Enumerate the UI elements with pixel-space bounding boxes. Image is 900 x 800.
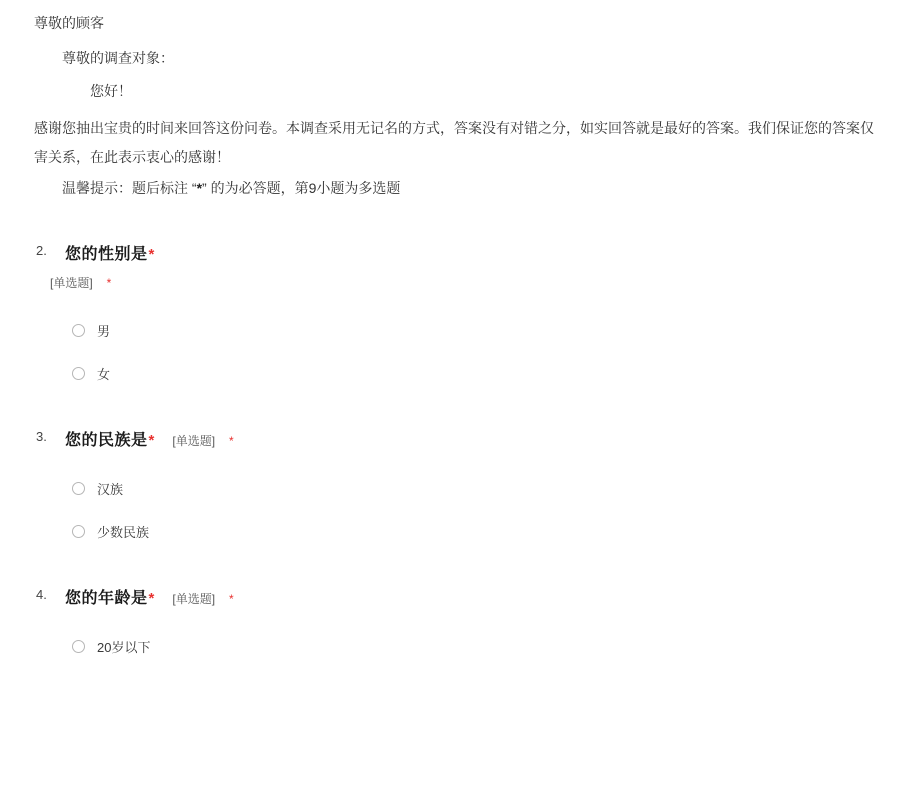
option-item[interactable]	[72, 478, 900, 500]
option-label: 男	[97, 324, 111, 340]
options-list	[36, 478, 900, 543]
question-type-label: [单选题]	[172, 433, 216, 448]
intro-note-star: *	[196, 179, 203, 196]
question-type-star: *	[229, 433, 234, 448]
question-block	[0, 241, 900, 385]
question-header: 您的民族是 * [单选题] *	[36, 427, 900, 450]
question-number: 4.	[36, 586, 47, 602]
question-title: 您的性别是	[65, 245, 148, 263]
question-type-star: *	[229, 591, 234, 606]
question-title: 您的民族是	[65, 431, 148, 449]
question-type-label: [单选题]	[172, 591, 216, 606]
option-label: 20岁以下	[97, 640, 151, 656]
question-title: 您的年龄是	[65, 589, 148, 607]
question-type-label: [单选题]	[50, 275, 93, 290]
option-item[interactable]	[72, 320, 900, 342]
radio-icon[interactable]	[72, 367, 85, 380]
option-item[interactable]	[72, 363, 900, 385]
radio-icon[interactable]	[72, 482, 85, 495]
option-label: 少数民族	[97, 525, 150, 541]
options-list	[36, 320, 900, 385]
intro-line-1: 尊敬的调查对象：	[62, 49, 174, 66]
intro-section	[0, 0, 900, 199]
option-item[interactable]	[72, 521, 900, 543]
question-block	[0, 585, 900, 658]
radio-icon[interactable]	[72, 640, 85, 653]
intro-note	[0, 178, 900, 199]
intro-note-suffix: ” 的为必答题，第9小题为多选题	[202, 179, 401, 196]
radio-icon[interactable]	[72, 525, 85, 538]
intro-line-3: 感谢您抽出宝贵的时间来回答这份问卷。本调查采用无记名的方式，答案没有对错之分，如实回答就是最好的答案。我们保证您的答案仅	[34, 119, 874, 136]
intro-line-4: 害关系，在此表示衷心的感谢！	[34, 148, 230, 165]
question-header: 您的性别是 *	[36, 241, 900, 264]
question-block	[0, 427, 900, 543]
radio-icon[interactable]	[72, 324, 85, 337]
intro-line-2: 您好！	[90, 83, 132, 100]
question-number: 2.	[36, 242, 47, 258]
options-list	[36, 636, 900, 658]
option-label: 女	[97, 367, 111, 383]
option-item[interactable]	[72, 636, 900, 658]
question-number: 3.	[36, 428, 47, 444]
intro-note-prefix: 温馨提示：题后标注 “	[62, 179, 197, 196]
question-type-row	[36, 264, 900, 292]
option-label: 汉族	[97, 482, 124, 498]
intro-title: 尊敬的顾客	[34, 15, 104, 31]
question-type-star: *	[106, 275, 112, 290]
question-header: 您的年龄是 * [单选题] *	[36, 585, 900, 608]
